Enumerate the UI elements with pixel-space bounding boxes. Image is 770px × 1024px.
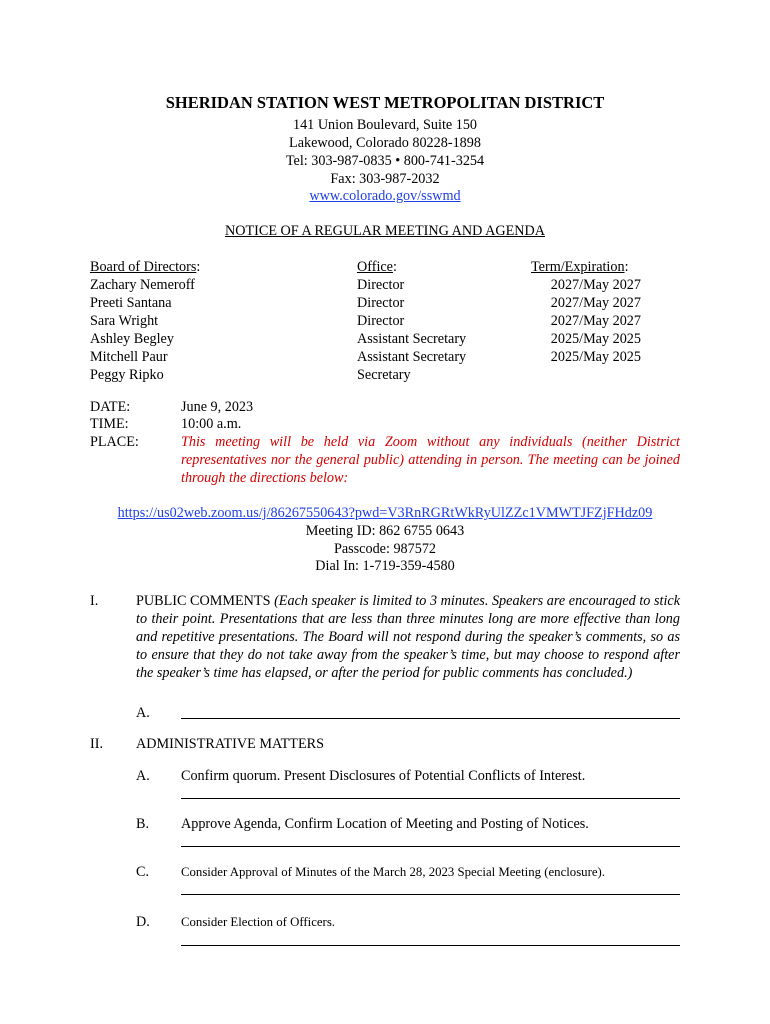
time-value: 10:00 a.m. (181, 416, 242, 432)
term-heading: Term/Expiration: (531, 259, 629, 275)
date-label: DATE: (90, 399, 131, 415)
board-office-column (357, 258, 466, 384)
district-title: SHERIDAN STATION WEST METROPOLITAN DISTRICT (165, 93, 605, 112)
item-letter: C. (136, 864, 150, 880)
item-letter: D. (136, 914, 150, 930)
agenda-item-text: Consider Election of Officers. (181, 915, 335, 929)
board-member-office: Secretary (357, 367, 411, 383)
address-line-2: Lakewood, Colorado 80228-1898 (289, 135, 481, 151)
board-member-name: Mitchell Paur (90, 349, 168, 365)
section-numeral: I. (90, 593, 99, 609)
agenda-item-text: Consider Approval of Minutes of the March 28, 2023 Special Meeting (enclosure). (181, 865, 605, 879)
item-letter: A. (136, 705, 150, 721)
website-link[interactable]: www.colorado.gov/sswmd (309, 188, 461, 204)
dial-in: Dial In: 1-719-359-4580 (315, 558, 455, 574)
board-member-term: 2027/May 2027 (550, 313, 641, 329)
board-member-office: Director (357, 295, 405, 311)
agenda-item-text: Approve Agenda, Confirm Location of Meeting and Posting of Notices. (181, 816, 589, 832)
agenda-item-text: Confirm quorum. Present Disclosures of Potential Conflicts of Interest. (181, 768, 586, 784)
board-member-office: Director (357, 277, 405, 293)
board-member-term: 2027/May 2027 (550, 277, 641, 293)
section-title: PUBLIC COMMENTS (136, 593, 271, 609)
board-member-term: 2027/May 2027 (550, 295, 641, 311)
notice-title: NOTICE OF A REGULAR MEETING AND AGENDA (225, 223, 545, 239)
meeting-id: Meeting ID: 862 6755 0643 (305, 523, 465, 539)
date-value: June 9, 2023 (181, 399, 254, 415)
board-member-name: Zachary Nemeroff (90, 277, 195, 293)
telephone: Tel: 303-987-0835 • 800-741-3254 (285, 153, 485, 169)
fax: Fax: 303-987-2032 (330, 171, 440, 187)
board-heading: Board of Directors: (90, 259, 201, 275)
item-underline (181, 798, 680, 799)
item-letter: B. (136, 816, 150, 832)
board-member-name: Peggy Ripko (90, 367, 164, 383)
item-underline (181, 894, 680, 895)
office-heading: Office: (357, 259, 397, 275)
board-member-term: 2025/May 2025 (550, 331, 641, 347)
time-label: TIME: (90, 416, 129, 432)
item-letter: A. (136, 768, 150, 784)
board-term-column (531, 258, 641, 366)
zoom-link-row (0, 504, 770, 522)
board-member-name: Preeti Santana (90, 295, 172, 311)
item-underline (181, 945, 680, 946)
section-title: ADMINISTRATIVE MATTERS (136, 736, 324, 752)
board-member-name: Sara Wright (90, 313, 159, 329)
address-line-1: 141 Union Boulevard, Suite 150 (292, 117, 478, 133)
place-description: This meeting will be held via Zoom without any individuals (neither District representatives nor the general public) attending in person. The meeting can be joined through the directions below: (181, 434, 680, 486)
place-label: PLACE: (90, 434, 139, 450)
passcode: Passcode: 987572 (333, 541, 437, 557)
notice-title-row (0, 222, 770, 240)
public-comments-note: (Each speaker is limited to 3 minutes. Speakers are encouraged to stick to their point. Presentations that are less than three minutes long are more effective than long and repetitive presentations. The Board will not respond during the speaker’s comments, so as to ensure that they do not take away from the speaker’s time, but may choose to respond after the speaker’s time has elapsed, or after the period for public comments has concluded.) (136, 593, 680, 681)
board-member-office: Assistant Secretary (357, 331, 467, 347)
blank-entry-line (181, 718, 680, 719)
board-member-name: Ashley Begley (90, 331, 174, 347)
board-member-term: 2025/May 2025 (550, 349, 641, 365)
zoom-link[interactable]: https://us02web.zoom.us/j/86267550643?pwd=V3RnRGRtWkRyUlZZc1VMWTJFZjFHdz09 (117, 505, 653, 521)
item-underline (181, 846, 680, 847)
website-link-row (0, 187, 770, 205)
board-member-office: Assistant Secretary (357, 349, 467, 365)
board-member-office: Director (357, 313, 405, 329)
board-names-column (90, 258, 200, 384)
public-comments-section (136, 592, 680, 682)
section-numeral: II. (90, 736, 103, 752)
